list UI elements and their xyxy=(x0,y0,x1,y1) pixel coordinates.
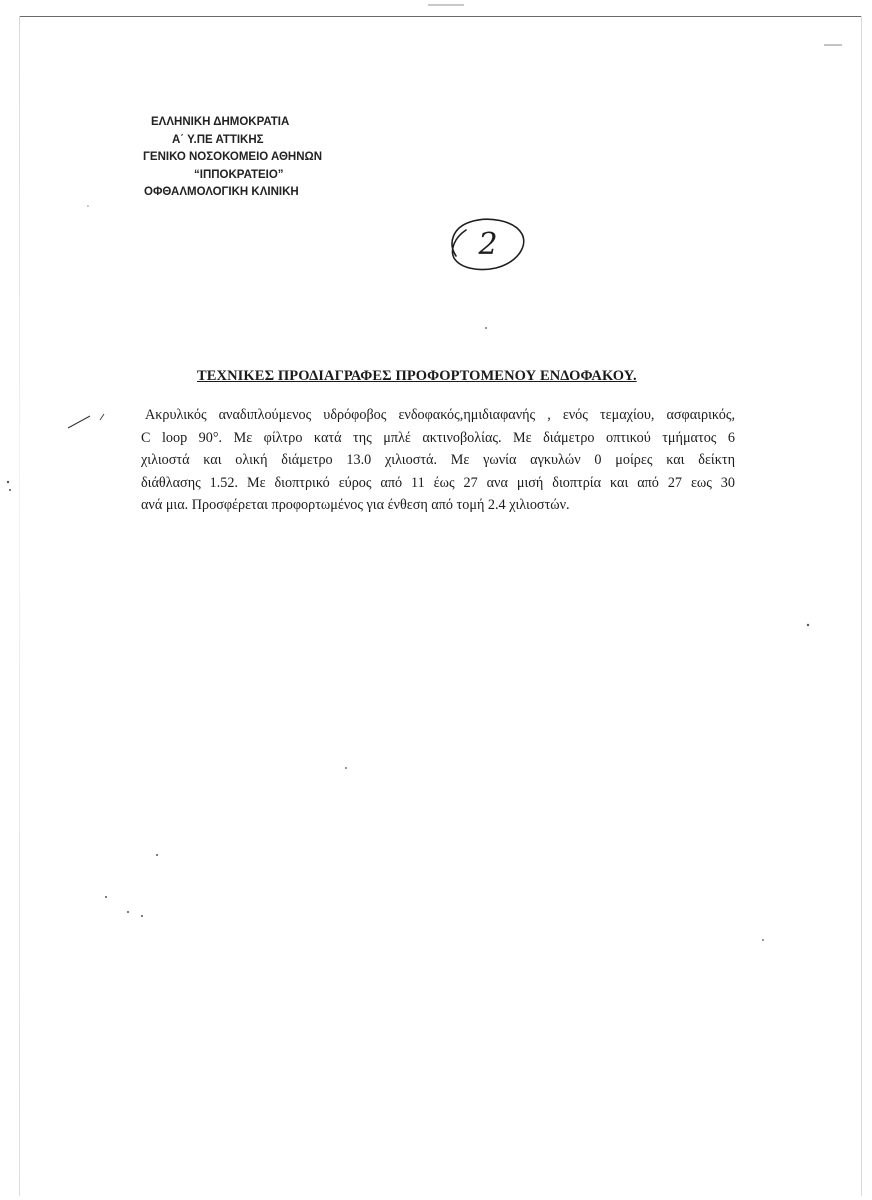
handwritten-number-circle xyxy=(444,214,528,272)
speck xyxy=(807,624,809,626)
speck xyxy=(156,854,158,856)
paragraph-line: ανά μια. Προσφέρεται προφορτωμένος για ένθεση από τομή 2.4 χιλιοστών. xyxy=(141,497,570,513)
document-title: ΤΕΧΝΙΚΕΣ ΠΡΟΔΙΑΓΡΑΦΕΣ ΠΡΟΦΟΡΤΟΜΕΝΟΥ ΕΝΔΟΦΑΚΟΥ. xyxy=(197,368,637,384)
speck xyxy=(762,939,764,941)
paragraph-line: Ακρυλικός αναδιπλούμενος υδρόφοβος ενδοφακός,ημιδιαφανής , ενός τεμαχίου, ασφαιρικός, xyxy=(145,407,735,423)
speck xyxy=(7,481,9,483)
letterhead-health-region: Α΄ Υ.ΠΕ ΑΤΤΙΚΗΣ xyxy=(172,133,264,146)
speck xyxy=(105,896,107,898)
speck xyxy=(87,205,89,207)
letterhead-republic: ΕΛΛΗΝΙΚΗ ΔΗΜΟΚΡΑΤΙΑ xyxy=(151,116,290,128)
pen-stroke xyxy=(100,414,104,420)
letterhead xyxy=(120,114,380,202)
right-page-edge xyxy=(861,16,862,1196)
paragraph-line: C loop 90°. Με φίλτρο κατά της μπλέ ακτινοβολίας. Με διάμετρο οπτικού τμήματος 6 xyxy=(141,429,735,446)
speck xyxy=(485,327,487,329)
speck xyxy=(127,911,129,913)
letterhead-hospital-name: “ΙΠΠΟΚΡΑΤΕΙΟ” xyxy=(194,168,284,181)
speck xyxy=(345,767,347,769)
speck xyxy=(141,915,143,917)
letterhead-hospital: ΓΕΝΙΚΟ ΝΟΣΟΚΟΜΕΙΟ ΑΘΗΝΩΝ xyxy=(143,151,323,163)
paragraph-line: χιλιοστά και ολική διάμετρο 13.0 χιλιοστά. Με γωνία αγκυλών 0 μοίρες και δείκτη xyxy=(141,452,735,468)
letterhead-clinic: ΟΦΘΑΛΜΟΛΟΓΙΚΗ ΚΛΙΝΙΚΗ xyxy=(144,186,299,198)
left-page-edge xyxy=(19,16,20,1196)
top-border-line xyxy=(20,16,862,17)
scan-mark xyxy=(428,4,464,6)
handwritten-number: 2 xyxy=(478,227,498,262)
specification-paragraph xyxy=(141,404,735,517)
speck xyxy=(9,489,11,491)
paragraph-line: διάθλασης 1.52. Με διοπτρικό εύρος από 11 έως 27 ανα μισή διοπτρία και από 27 εως 30 xyxy=(141,474,735,491)
pen-stroke xyxy=(68,416,90,428)
